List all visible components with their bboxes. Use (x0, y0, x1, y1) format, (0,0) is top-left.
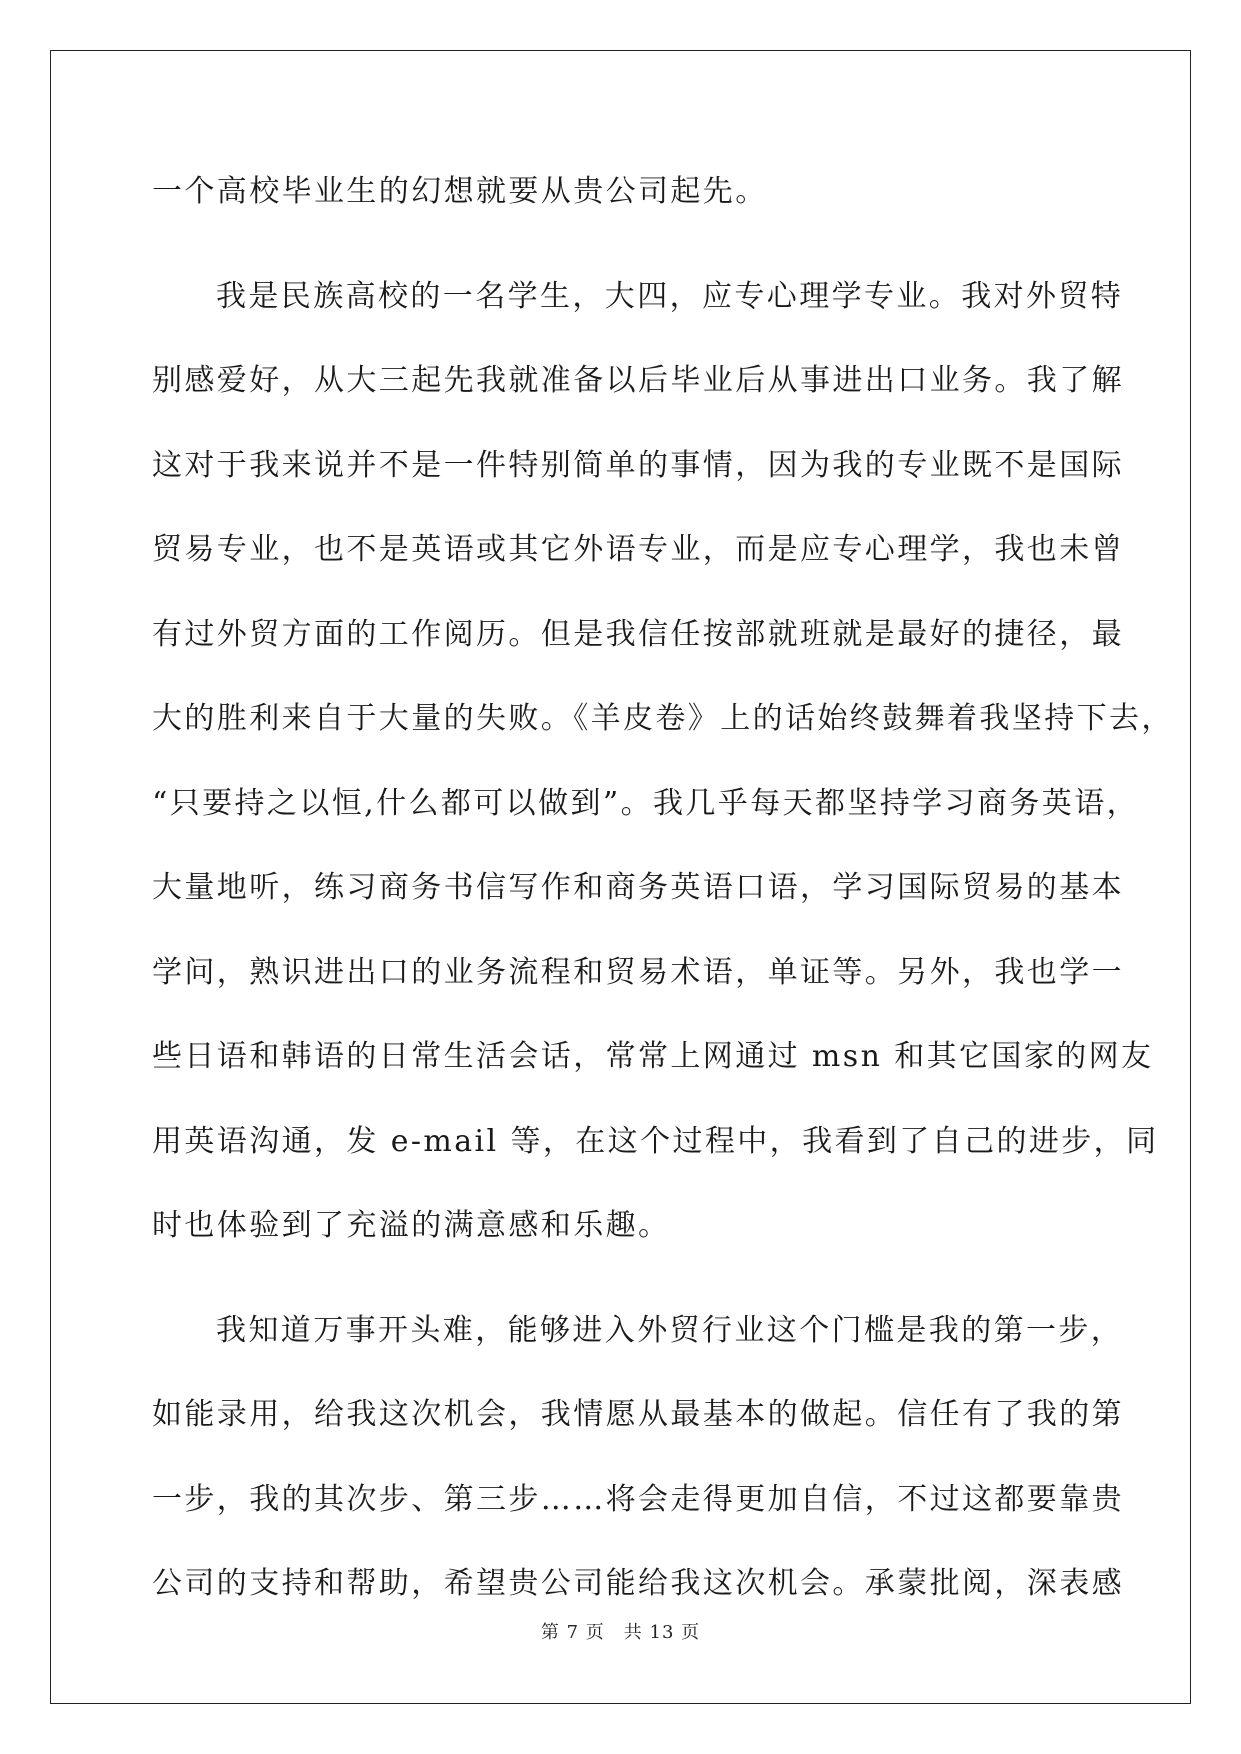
paragraph-line: 我是民族高校的一名学生，大四，应专心理学专业。我对外贸特 (216, 278, 1124, 314)
paragraph-line: 公司的支持和帮助，希望贵公司能给我这次机会。承蒙批阅，深表感 (152, 1566, 1124, 1601)
paragraph-line: 如能录用，给我这次机会，我情愿从最基本的做起。信任有了我的第 (152, 1397, 1124, 1432)
page-number: 第 7 页 共 13 页 (540, 1622, 701, 1643)
paragraph-line: 这对于我来说并不是一件特别简单的事情，因为我的专业既不是国际 (152, 447, 1124, 483)
paragraph-line: 别感爱好，从大三起先我就准备以后毕业后从事进出口业务。我了解 (152, 363, 1124, 398)
paragraph-line: “只要持之以恒,什么都可以做到”。我几乎每天都坚持学习商务英语， (152, 785, 1140, 821)
paragraph-line: 学问，熟识进出口的业务流程和贸易术语，单证等。另外，我也学一 (152, 954, 1124, 990)
paragraph-line: 大量地听，练习商务书信写作和商务英语口语，学习国际贸易的基本 (152, 870, 1124, 905)
paragraph-line: 我知道万事开头难，能够进入外贸行业这个门槛是我的第一步， (216, 1312, 1124, 1348)
paragraph-line: 大的胜利来自于大量的失败。《羊皮卷》上的话始终鼓舞着我坚持下去， (152, 701, 1174, 736)
paragraph-line: 一个高校毕业生的幻想就要从贵公司起先。 (152, 174, 768, 209)
paragraph-line: 贸易专业，也不是英语或其它外语专业，而是应专心理学，我也未曾 (152, 532, 1124, 567)
paragraph-line: 有过外贸方面的工作阅历。但是我信任按部就班就是最好的捷径，最 (152, 616, 1124, 652)
paragraph-line: 用英语沟通，发 e-mail 等，在这个过程中，我看到了自己的进步，同 (152, 1123, 1159, 1159)
paragraph-line: 些日语和韩语的日常生活会话，常常上网通过 msn 和其它国家的网友 (152, 1039, 1154, 1074)
paragraph-line: 时也体验到了充溢的满意感和乐趣。 (152, 1208, 671, 1243)
document-body (152, 150, 1174, 1627)
paragraph-line: 一步，我的其次步、第三步……将会走得更加自信，不过这都要靠贵 (152, 1481, 1124, 1517)
